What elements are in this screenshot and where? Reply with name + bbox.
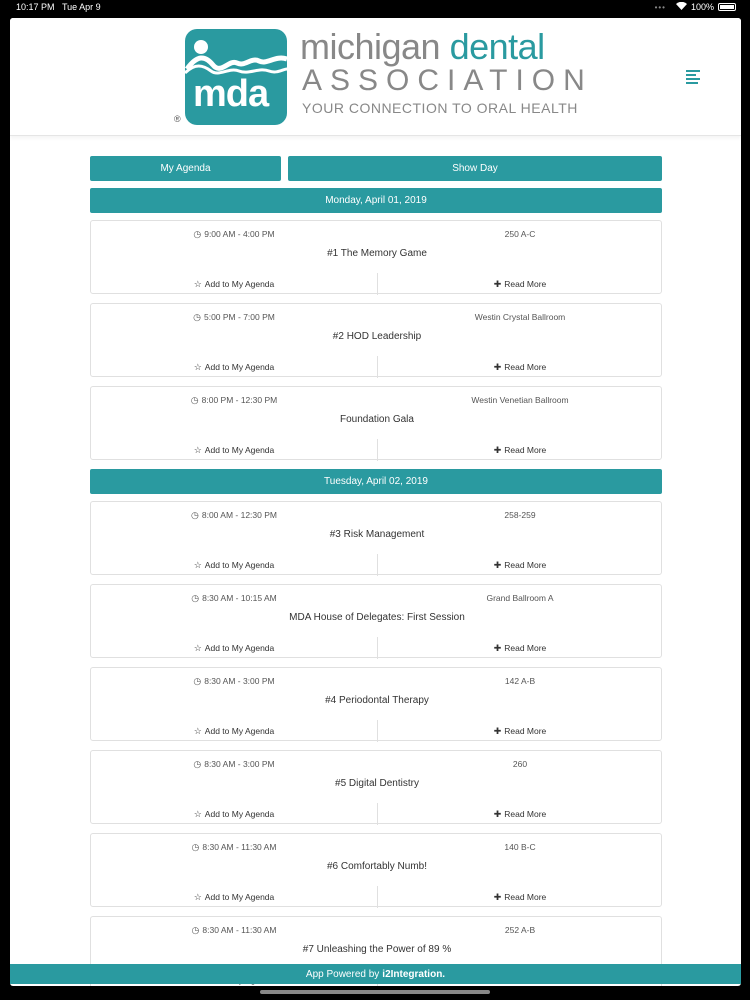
clock-icon: ◷ [191,510,199,520]
plus-icon: ✚ [493,560,502,570]
read-more-button[interactable]: ✚ Read More [493,643,547,653]
wifi-icon [676,2,687,12]
session-location: 142 A-B [504,676,536,686]
session-location: 260 [512,759,528,769]
clock-icon: ◷ [191,925,200,935]
star-icon: ☆ [193,279,202,289]
session-time: ◷ 8:00 PM - 12:30 PM [190,395,278,405]
read-more-button[interactable]: ✚ Read More [493,362,547,372]
session-time: ◷ 8:30 AM - 3:00 PM [193,676,275,686]
footer-company-link[interactable]: i2Integration. [382,968,446,980]
session-time: ◷ 8:30 AM - 10:15 AM [191,593,277,603]
clock-icon: ◷ [193,676,202,686]
clock-icon: ◷ [190,395,199,405]
view-tabs [90,156,662,181]
brand-michigan: michigan [300,26,450,67]
add-to-agenda-button[interactable]: ☆ Add to My Agenda [193,445,275,455]
app-header [10,18,741,136]
status-right [655,2,736,12]
session-title: #4 Periodontal Therapy [325,695,429,706]
status-bar [0,0,750,16]
brand-name [300,26,545,68]
session-time: ◷ 9:00 AM - 4:00 PM [193,229,275,239]
add-to-agenda-button[interactable]: ☆ Add to My Agenda [193,726,275,736]
battery-percent: 100% [690,2,714,12]
session-card [90,667,662,741]
plus-icon: ✚ [493,362,502,372]
mda-logo [185,29,287,125]
session-time: ◷ 8:30 AM - 11:30 AM [191,842,277,852]
show-day-button[interactable]: Show Day [288,156,662,181]
plus-icon: ✚ [493,726,502,736]
clock-icon: ◷ [193,759,202,769]
read-more-button[interactable]: ✚ Read More [493,445,547,455]
plus-icon: ✚ [493,643,502,653]
add-to-agenda-button[interactable]: ☆ Add to My Agenda [193,279,275,289]
day-header: Tuesday, April 02, 2019 [90,469,662,494]
star-icon: ☆ [193,809,202,819]
plus-icon: ✚ [493,809,502,819]
app-footer [10,964,741,984]
star-icon: ☆ [193,892,202,902]
session-title: #3 Risk Management [329,529,425,540]
status-date: Tue Apr 9 [62,2,101,12]
session-location: 252 A-B [504,925,536,935]
registered-mark: ® [174,114,181,124]
session-card [90,303,662,377]
session-title: #2 HOD Leadership [332,331,422,342]
footer-prefix: App Powered by [305,968,380,980]
plus-icon: ✚ [493,445,502,455]
status-time: 10:17 PM [16,2,55,12]
session-location: Westin Crystal Ballroom [474,312,566,322]
day-header: Monday, April 01, 2019 [90,188,662,213]
brand-dental: dental [449,26,545,67]
add-to-agenda-button[interactable]: ☆ Add to My Agenda [193,643,275,653]
session-title: #7 Unleashing the Power of 89 % [302,944,452,955]
session-title: #5 Digital Dentistry [335,778,419,789]
brand-tagline: YOUR CONNECTION TO ORAL HEALTH [302,100,578,116]
app-screen [10,18,741,986]
session-card [90,386,662,460]
session-title: Foundation Gala [340,414,414,425]
read-more-button[interactable]: ✚ Read More [493,279,547,289]
agenda-content [90,156,662,986]
multitask-dots-icon: ••• [654,2,666,12]
read-more-button[interactable]: ✚ Read More [493,892,547,902]
read-more-button[interactable]: ✚ Read More [493,560,547,570]
my-agenda-button[interactable]: My Agenda [90,156,281,181]
menu-icon[interactable] [686,70,700,82]
session-card [90,833,662,907]
session-title: MDA House of Delegates: First Session [289,612,465,623]
logo-text: mda [193,73,269,115]
battery-icon [718,3,736,11]
session-card [90,220,662,294]
star-icon: ☆ [193,643,202,653]
star-icon: ☆ [193,362,202,372]
star-icon: ☆ [193,726,202,736]
read-more-button[interactable]: ✚ Read More [493,809,547,819]
session-location: 140 B-C [504,842,536,852]
star-icon: ☆ [193,560,202,570]
session-card [90,584,662,658]
session-location: 250 A-C [504,229,536,239]
session-title: #6 Comfortably Numb! [326,861,428,872]
add-to-agenda-button[interactable]: ☆ Add to My Agenda [193,560,275,570]
session-location: 258-259 [504,510,536,520]
session-card [90,501,662,575]
add-to-agenda-button[interactable]: ☆ Add to My Agenda [193,809,275,819]
session-time: ◷ 8:30 AM - 3:00 PM [193,759,275,769]
session-time: ◷ 8:30 AM - 11:30 AM [191,925,277,935]
brand-association: ASSOCIATION [302,64,593,97]
clock-icon: ◷ [191,593,200,603]
plus-icon: ✚ [493,279,502,289]
session-time: ◷ 8:00 AM - 12:30 PM [191,510,277,520]
session-time: ◷ 5:00 PM - 7:00 PM [193,312,275,322]
home-indicator[interactable] [260,990,490,994]
clock-icon: ◷ [193,312,201,322]
session-location: Westin Venetian Ballroom [471,395,569,405]
plus-icon: ✚ [493,892,502,902]
clock-icon: ◷ [193,229,202,239]
session-title: #1 The Memory Game [327,248,427,259]
session-location: Grand Ballroom A [486,593,554,603]
star-icon: ☆ [193,445,202,455]
add-to-agenda-button[interactable]: ☆ Add to My Agenda [193,892,275,902]
clock-icon: ◷ [191,842,200,852]
add-to-agenda-button[interactable]: ☆ Add to My Agenda [193,362,275,372]
read-more-button[interactable]: ✚ Read More [493,726,547,736]
session-card [90,750,662,824]
